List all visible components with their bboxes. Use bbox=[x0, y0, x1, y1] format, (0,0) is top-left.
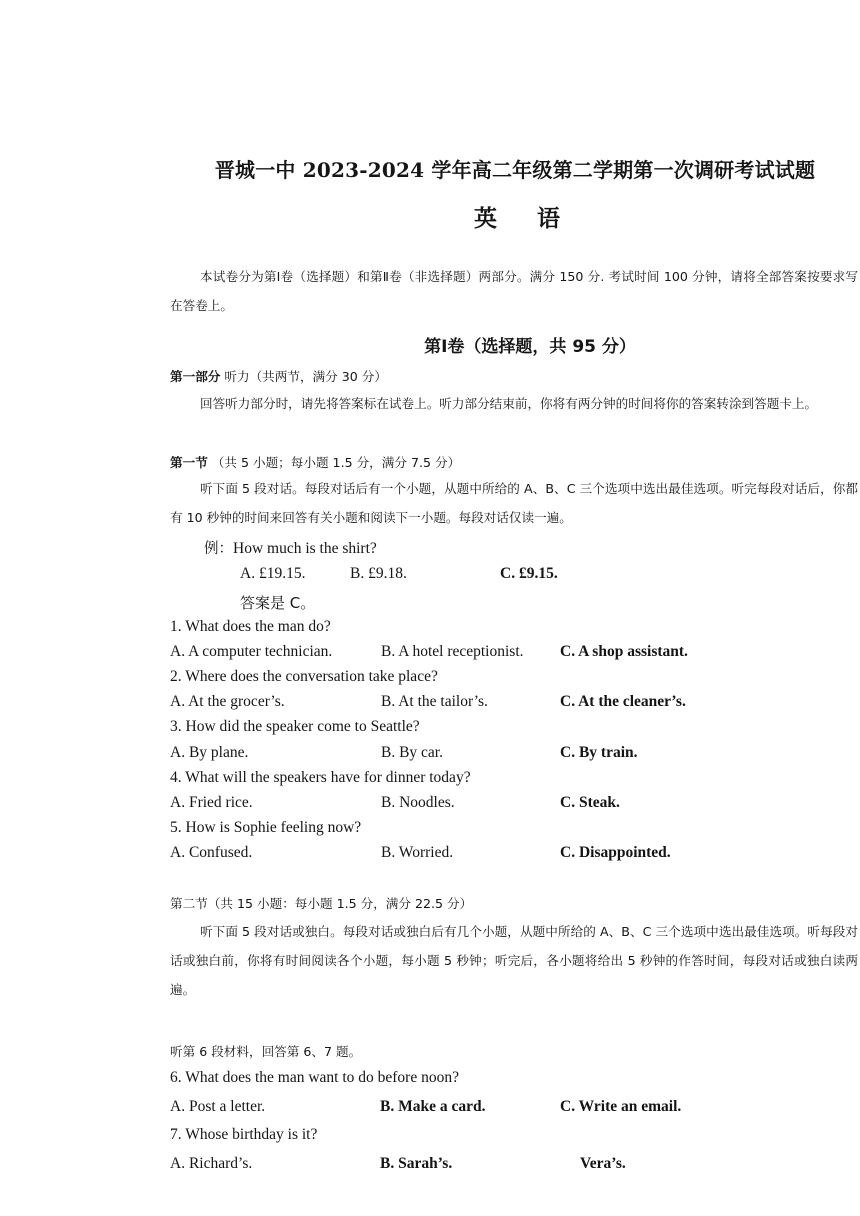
question-7-option-b: B. Sarah’s. bbox=[380, 1155, 453, 1172]
question-3: 3. How did the speaker come to Seattle? bbox=[170, 718, 420, 735]
question-2: 2. Where does the conversation take place? bbox=[170, 668, 438, 685]
question-4: 4. What will the speakers have for dinner today? bbox=[170, 769, 471, 786]
example-question: How much is the shirt? bbox=[233, 540, 377, 557]
question-1-option-b: B. A hotel receptionist. bbox=[381, 643, 524, 660]
question-6: 6. What does the man want to do before noon? bbox=[170, 1069, 459, 1086]
example-option-b: B. £9.18. bbox=[350, 565, 407, 582]
example-option-a: A. £19.15. bbox=[240, 565, 306, 582]
part-1-heading bbox=[170, 366, 387, 386]
question-3-option-a: A. By plane. bbox=[170, 744, 249, 761]
exam-title: 晋城一中 2023-2024 学年高二年级第二学期第一次调研考试试题 bbox=[214, 158, 816, 182]
subject-title: 英 语 bbox=[473, 205, 576, 232]
question-2-option-a: A. At the grocer’s. bbox=[170, 693, 285, 710]
exam-instructions: 本试卷分为第Ⅰ卷（选择题）和第Ⅱ卷（非选择题）两部分。满分 150 分. 考试时间 100 分钟，请将全部答案按要求写在答卷上。 bbox=[170, 269, 858, 313]
question-3-option-c: C. By train. bbox=[560, 744, 638, 761]
question-7: 7. Whose birthday is it? bbox=[170, 1126, 318, 1143]
part-1-desc: 听力（共两节，满分 30 分） bbox=[224, 369, 387, 384]
section-2-heading: 第二节（共 15 小题：每小题 1.5 分，满分 22.5 分） bbox=[170, 896, 473, 911]
question-2-option-c: C. At the cleaner’s. bbox=[560, 693, 686, 710]
question-1: 1. What does the man do? bbox=[170, 618, 331, 635]
question-5-option-a: A. Confused. bbox=[170, 844, 253, 861]
section-2-instruction: 听下面 5 段对话或独白。每段对话或独白后有几个小题，从题中所给的 A、B、C 三个选项中选出最佳选项。听每段对话或独白前，你将有时间阅读各个小题，每小题 5 秒钟；听完后，各小题将给出 5 秒钟的作答时间，每段对话或独白读两遍。 bbox=[170, 924, 858, 997]
question-4-option-b: B. Noodles. bbox=[381, 794, 455, 811]
part-1-instruction: 回答听力部分时，请先将答案标在试卷上。听力部分结束前，你将有两分钟的时间将你的答案转涂到答题卡上。 bbox=[200, 396, 818, 411]
section-1-heading bbox=[170, 452, 460, 472]
section-1-instruction: 听下面 5 段对话。每段对话后有一个小题，从题中所给的 A、B、C 三个选项中选出最佳选项。听完每段对话后，你都有 10 秒钟的时间来回答有关小题和阅读下一小题。每段对话仅读一遍。 bbox=[170, 481, 858, 525]
section-1-label: 第一节 bbox=[170, 455, 208, 470]
question-3-option-b: B. By car. bbox=[381, 744, 443, 761]
example-line bbox=[204, 537, 377, 558]
question-7-option-c: Vera’s. bbox=[580, 1155, 626, 1172]
volume-1-title: 第Ⅰ卷（选择题，共 95 分） bbox=[424, 337, 636, 357]
question-6-option-b: B. Make a card. bbox=[380, 1098, 486, 1115]
example-label: 例： bbox=[204, 541, 233, 557]
question-4-option-a: A. Fried rice. bbox=[170, 794, 253, 811]
question-1-option-a: A. A computer technician. bbox=[170, 643, 333, 660]
part-1-label: 第一部分 bbox=[170, 369, 221, 384]
question-7-option-a: A. Richard’s. bbox=[170, 1155, 253, 1172]
question-5: 5. How is Sophie feeling now? bbox=[170, 819, 362, 836]
question-4-option-c: C. Steak. bbox=[560, 794, 620, 811]
example-answer: 答案是 C。 bbox=[240, 594, 316, 612]
material-6-note: 听第 6 段材料，回答第 6、7 题。 bbox=[170, 1044, 362, 1059]
question-2-option-b: B. At the tailor’s. bbox=[381, 693, 488, 710]
question-6-option-c: C. Write an email. bbox=[560, 1098, 682, 1115]
question-6-option-a: A. Post a letter. bbox=[170, 1098, 266, 1115]
question-1-option-c: C. A shop assistant. bbox=[560, 643, 688, 660]
question-5-option-b: B. Worried. bbox=[381, 844, 454, 861]
question-5-option-c: C. Disappointed. bbox=[560, 844, 671, 861]
example-option-c: C. £9.15. bbox=[500, 565, 558, 582]
section-1-desc: （共 5 小题；每小题 1.5 分，满分 7.5 分） bbox=[211, 455, 461, 470]
